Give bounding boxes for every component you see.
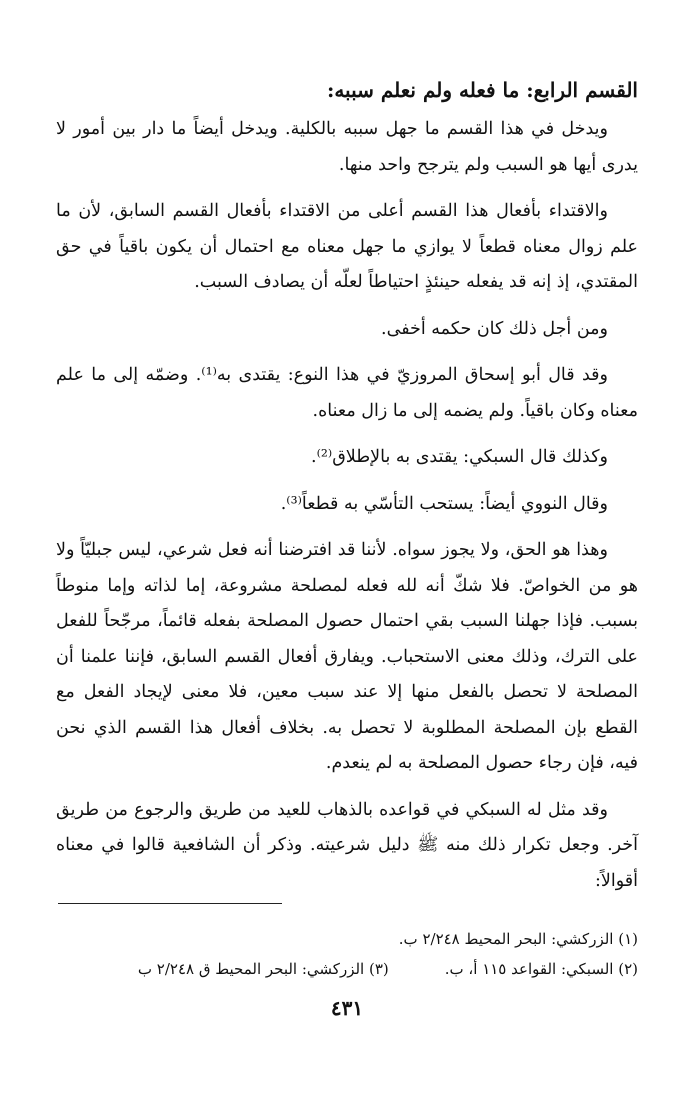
page-number: ٤٣١ [330,996,364,1020]
footnote-line-1 [56,924,638,954]
footnote-1: (١) الزركشي: البحر المحيط ٢/٢٤٨ ب. [398,930,638,948]
paragraph-6: وقال النووي أيضاً: يستحب التأسّي به قطعاً⁽³⁾. [280,493,608,514]
footnotes [56,924,638,984]
paragraph-3: ومن أجل ذلك كان حكمه أخفى. [381,318,608,339]
paragraph-2: والاقتداء بأفعال هذا القسم أعلى من الاقتداء بأفعال القسم السابق، لأن ما علم زوال معناه قطعاً لا يوازي ما جهل معناه مع احتمال أن يكون باقياً في حق المقتدي، إذ إنه قد يفعله حينئذٍ احتياطاً لعلّه أن يصادف السبب. [56,201,638,292]
footnote-line-2 [56,954,638,984]
paragraph-1: ويدخل في هذا القسم ما جهل سببه بالكلية. ويدخل أيضاً ما دار بين أمور لا يدرى أيها هو السبب ولم يترجح واحد منها. [56,119,638,175]
paragraph-5: وكذلك قال السبكي: يقتدى به بالإطلاق⁽²⁾. [311,447,608,467]
paragraph-8: وقد مثل له السبكي في قواعده بالذهاب للعيد من طريق والرجوع من طريق آخر. وجعل تكرار ذلك منه ﷺ دليل شرعيته. وذكر أن الشافعية قالوا في معناه أقوالاً: [56,799,638,891]
body-text [56,112,638,910]
section-heading: القسم الرابع: ما فعله ولم نعلم سببه: [326,78,638,102]
paragraph-4: وقد قال أبو إسحاق المروزيّ في هذا النوع: يقتدى به⁽¹⁾. وضمّه إلى ما علم معناه وكان باقياً. ولم يضمه إلى ما زال معناه. [56,365,638,421]
footnote-separator [58,903,282,904]
paragraph-7: وهذا هو الحق، ولا يجوز سواه. لأننا قد افترضنا أنه فعل شرعي، ليس جبليّاً ولا هو من الخواصّ. فلا شكّ أنه لله فعله لمصلحة مشروعة، إما لذاته وإما منوطاً بسبب. فإذا جهلنا السبب بقي احتمال حصول المصلحة بفعله قائماً، مرجّحاً للفعل على الترك، وذلك معنى الاستحباب. ويفارق أفعال القسم السابق، فإننا علمنا أن المصلحة لا تحصل بالفعل منها إلا عند سبب معين، فلا معنى لإيجاد الفعل مع القطع بإن المصلحة المطلوبة لا تحصل به. بخلاف أفعال هذا القسم الذي نحن فيه، فإن رجاء حصول المصلحة به لم ينعدم. [56,540,638,773]
footnote-3: (٣) الزركشي: البحر المحيط ق ٢/٢٤٨ ب [137,960,389,978]
footnote-2: (٢) السبكي: القواعد ١١٥ أ، ب. [444,960,638,978]
